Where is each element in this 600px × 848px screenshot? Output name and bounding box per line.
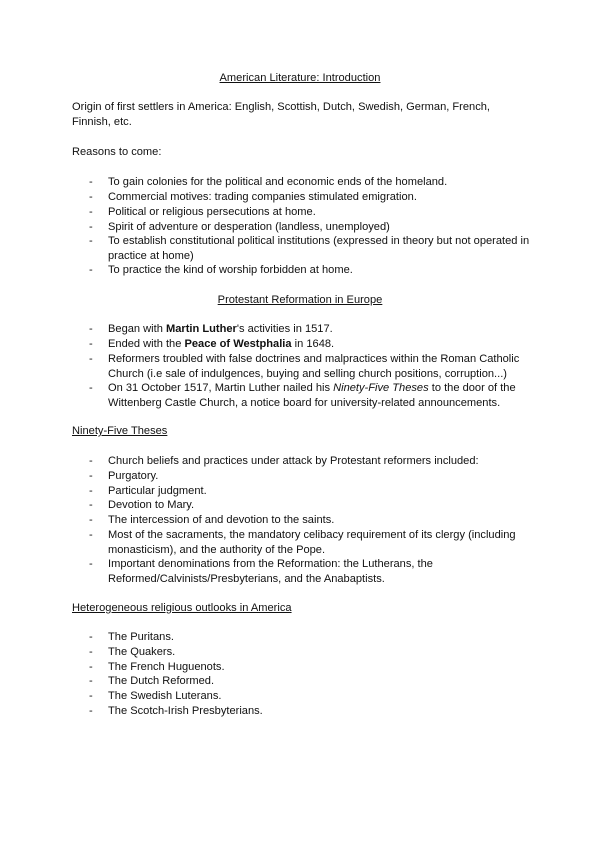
list-item: The Scotch-Irish Presbyterians. [108,705,263,717]
bullet-dash: - [89,558,93,570]
list-item: To gain colonies for the political and economic ends of the homeland. [108,176,448,188]
bullet-dash: - [89,529,93,541]
bullet-dash: - [89,264,93,276]
list-item: Ended with the Peace of Westphalia in 1648. [108,338,335,350]
bullet-dash: - [89,661,93,673]
list-item: Political or religious persecutions at home. [108,206,316,218]
document-title: American Literature: Introduction [219,72,381,84]
list-item: To practice the kind of worship forbidden at home. [108,264,353,276]
bullet-dash: - [89,485,93,497]
bullet-dash: - [89,191,93,203]
list-item: The intercession of and devotion to the saints. [108,514,335,526]
bullet-dash: - [89,176,93,188]
list-item: Devotion to Mary. [108,499,195,511]
list-item: Church beliefs and practices under attack by Protestant reformers included: [108,455,479,467]
list-item: On 31 October 1517, Martin Luther nailed his Ninety-Five Theses to the door of the Wittenberg Castle Church, a notice board for university-related announcements. [108,382,516,409]
theses-heading: Ninety-Five Theses [72,425,168,437]
list-item: The Dutch Reformed. [108,675,215,687]
list-item: The Puritans. [108,631,174,643]
bullet-dash: - [89,675,93,687]
bullet-dash: - [89,338,93,350]
list-item: The French Huguenots. [108,661,225,673]
bullet-dash: - [89,221,93,233]
bullet-dash: - [89,514,93,526]
list-item: Commercial motives: trading companies stimulated emigration. [108,191,417,203]
reformation-heading: Protestant Reformation in Europe [217,294,383,306]
list-item: Most of the sacraments, the mandatory celibacy requirement of its clergy (including monasticism), and the authority of the Pope. [108,529,516,556]
reasons-heading: Reasons to come: [72,146,162,158]
bullet-dash: - [89,499,93,511]
bullet-dash: - [89,235,93,247]
list-item: Important denominations from the Reformation: the Lutherans, the Reformed/Calvinists/Presbyterians, and the Anabaptists. [108,558,433,585]
list-item: Particular judgment. [108,485,207,497]
list-item: Began with Martin Luther's activities in 1517. [108,323,333,335]
intro-paragraph: Origin of first settlers in America: English, Scottish, Dutch, Swedish, German, French, Finnish, etc. [72,101,491,128]
bullet-dash: - [89,470,93,482]
list-item: Spirit of adventure or desperation (landless, unemployed) [108,221,390,233]
bullet-dash: - [89,705,93,717]
list-item: Reformers troubled with false doctrines and malpractices within the Roman Catholic Church (i.e sale of indulgences, buying and selling church positions, corruption...) [108,353,520,380]
bullet-dash: - [89,646,93,658]
list-item: To establish constitutional political institutions (expressed in theory but not operated in practice at home) [108,235,530,262]
list-item: The Swedish Luterans. [108,690,222,702]
bullet-dash: - [89,690,93,702]
bullet-dash: - [89,631,93,643]
bullet-dash: - [89,206,93,218]
bullet-dash: - [89,455,93,467]
list-item: The Quakers. [108,646,176,658]
outlooks-heading: Heterogeneous religious outlooks in America [72,602,292,614]
bullet-dash: - [89,382,93,394]
bullet-dash: - [89,353,93,365]
bullet-dash: - [89,323,93,335]
list-item: Purgatory. [108,470,159,482]
